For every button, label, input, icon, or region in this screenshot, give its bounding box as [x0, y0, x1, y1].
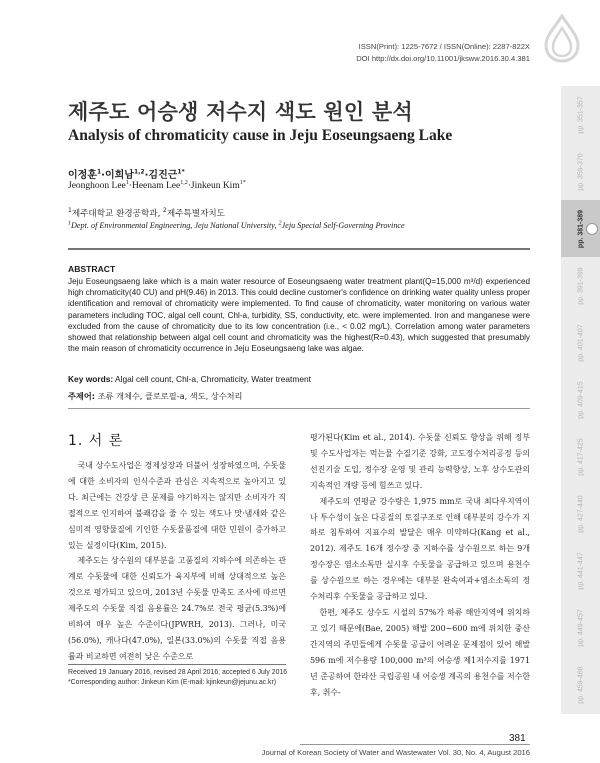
keywords-label: Key words: [68, 374, 114, 384]
affiliation-sup: 2 [278, 220, 282, 227]
author-name: Jeonghoon Lee [68, 181, 126, 191]
journal-footer: Journal of Korean Society of Water and Wastewater Vol. 30, No. 4, August 2016 [261, 748, 530, 757]
author-separator: · [187, 181, 191, 191]
keywords-value: Algal cell count, Chl-a, Chromaticity, Water treatment [115, 374, 311, 384]
affiliation-text: Jeju Special Self-Governing Province [281, 221, 405, 230]
footnote-received: Received 19 January 2016, revised 28 April 2016, accepted 6 July 2016 [68, 669, 288, 676]
footer-rule [300, 744, 530, 745]
tab-pp-417-425[interactable]: pp. 417-425 [561, 428, 600, 488]
abstract-body: Jeju Eoseungsaeng lake which is a main water resource of Eoseungsaeng water treatment plant(Q=15,000 m³/d) experienced high chromaticity(40 CU) and pH(9.46) in 2013. This could decline customer's confidence on drinking water quality unless proper identification and removal of chromaticity were implemented. To find cause of chromaticity, water monitoring on various water parameters including TOC, algal cell count, Chl-a, turbidity, SS, conductivity, etc. were implemented. Iron and manganese were excluded from the cause of chromaticity due to its low concentration (i.e., < 0.02 mg/L). Correlation among water parameters showed that relationship between algal cell count and chromaticity was the highest(R=0.43), which suggested that presumably the main reason of chromaticity occurrence in Jeju Eoseungsaeng lake was algae. [68, 277, 530, 354]
author-separator: · [144, 170, 149, 181]
author-name: 이정훈 [68, 170, 97, 181]
affiliation-sup: 1 [68, 207, 72, 215]
keywords-korean [68, 391, 242, 402]
issn-line: ISSN(Print): 1225-7672 / ISSN(Online): 2287-822X [358, 42, 530, 51]
abstract-top-rule [68, 248, 530, 250]
author-separator: · [101, 170, 105, 181]
tab-pp-449-457[interactable]: pp. 449-457 [561, 599, 600, 659]
author-sup: 1* [177, 168, 185, 176]
paragraph: 평가된다(Kim et al., 2014). 수돗물 신뢰도 향상을 위해 정부 및 수도사업자는 먹는물 수질기준 강화, 고도정수처리공정 등의 선진기술 도입, 정수장 운영 및 관리 능력향상, 노후 상수도관의 지속적인 개량 등에 힘쓰고 있다. [310, 433, 530, 490]
author-name: Jinkeun Kim [190, 181, 240, 191]
tab-pp-441-447[interactable]: pp. 441-447 [561, 542, 600, 602]
author-separator: · [128, 181, 132, 191]
affiliation-sup: 2 [163, 207, 167, 215]
paragraph: 국내 상수도사업은 경제성장과 더불어 성장하였으며, 수돗물에 대한 소비자의 인식수준과 관심은 지속적으로 높아지고 있다. 최근에는 건강상 큰 문제를 야기하지는 않지만 소비자가 직접적으로 인지하여 불쾌감을 줄 수 있는 색도나 맛·냄새와 같은 심미적 영향물질에 기인한 수돗물품질에 대한 민원이 증가하고 있는 실정이다(Kim, 2015). [68, 461, 286, 550]
tab-pp-351-357[interactable]: pp. 351-357 [561, 86, 600, 146]
section-title: 1. 서 론 [68, 433, 124, 449]
author-sup: 1,2 [133, 168, 145, 176]
keywords-korean-label: 주제어: [68, 391, 96, 401]
tab-pp-401-407[interactable]: pp. 401-407 [561, 314, 600, 374]
keywords-korean-value: 조류 개체수, 클로로필-a, 색도, 상수처리 [97, 391, 243, 401]
author-sup: 1,2 [180, 179, 188, 186]
tab-pp-459-468[interactable]: pp. 459-468 [561, 656, 600, 716]
author-sup: 1 [96, 168, 102, 176]
authors-korean [68, 166, 185, 181]
header-info [300, 41, 530, 65]
tab-pp-359-370[interactable]: pp. 359-370 [561, 143, 600, 203]
active-tab-marker-icon [586, 223, 598, 235]
author-sup: 1* [239, 179, 246, 186]
doi-link[interactable]: DOI http://dx.doi.org/10.11001/jksww.2016.30.4.381 [356, 54, 530, 63]
tab-pp-427-440[interactable]: pp. 427-440 [561, 485, 600, 545]
paragraph: 한편, 제주도 상수도 시설의 57%가 하류 해안지역에 위치하고 있기 때문에(Bae, 2005) 해발 200∼600 m에 위치한 중산간지역의 주민들에게 수돗물 공급이 어려운 문제점이 있어 해발 596 m에 저수용량 100,000 m³의 어승생 제1저수지를 1971년 준공하여 한라산 국립공원 내 어승생 계곡의 용천수를 저수한 후, 취수- [310, 607, 530, 697]
affiliation-text: 제주대학교 환경공학과, [71, 209, 164, 219]
tab-pp-409-415[interactable]: pp. 409-415 [561, 371, 600, 431]
affiliation-english [68, 221, 405, 230]
page-number: 381 [509, 733, 526, 744]
article-page-tabs [561, 86, 600, 706]
author-name: Heenam Lee [131, 181, 181, 191]
footnote-rule [68, 664, 286, 665]
affiliation-text: 제주특별자치도 [166, 209, 225, 219]
footnote-corresponding: *Corresponding author: Jinkeun Kim (E-mail: kjinkeun@jejunu.ac.kr) [68, 679, 277, 686]
affiliation-text: Dept. of Environmental Engineering, Jeju National University, [71, 221, 279, 230]
affiliation-korean [68, 207, 225, 219]
author-name: 김진근 [148, 170, 178, 181]
tab-pp-391-399[interactable]: pp. 391-399 [561, 257, 600, 317]
keywords [68, 374, 311, 384]
tab-pp-381-389[interactable]: pp. 381-389 [561, 200, 600, 260]
abstract-heading: ABSTRACT [68, 264, 116, 274]
water-drop-logo-icon [538, 12, 586, 64]
title-english: Analysis of chromaticity cause in Jeju Eoseungsaeng Lake [68, 127, 453, 144]
authors-english [68, 181, 246, 191]
body-column-left [68, 458, 286, 665]
paragraph: 제주도는 상수원의 대부분을 고품질의 지하수에 의존하는 관계로 수돗물에 대한 신뢰도가 육지부에 비해 상대적으로 높은 것으로 평가되고 있으며, 2013년 수돗물 만족도 조사에 따르면 제주도의 수돗물 직접 음용률은 24.7%로 전국 평균(5.3%)에 비하여 매우 높은 수준이다(JPWRH, 2013). 그러나, 미국(56.0%), 캐나다(47.0%), 일본(33.0%)의 수돗물 직접 음용률과 비교하면 여전히 낮은 수준으로 [68, 556, 286, 661]
author-name: 이희남 [104, 170, 134, 181]
affiliation-sup: 1 [68, 220, 71, 227]
paragraph: 제주도의 연평균 강수량은 1,975 mm로 국내 최다우지역이나 투수성이 높은 다공질의 토질구조로 인해 대부분의 강수가 지하로 침투하여 지표수의 발달은 매우 미약하다(Kang et al., 2012). 제주도 16개 정수장 중 지하수를 상수원으로 하는 9개 정수장은 염소소독만 실시후 수돗물을 공급하고 있으며 용천수를 상수원으로 하는 경우에는 대부분 완속여과+염소소독의 정수처리후 수돗물을 공급하고 있다. [310, 496, 530, 602]
abstract-bottom-rule [68, 408, 530, 409]
author-sup: 1 [125, 179, 129, 186]
body-column-right [310, 430, 530, 700]
title-korean: 제주도 어승생 저수지 색도 원인 분석 [68, 100, 413, 124]
